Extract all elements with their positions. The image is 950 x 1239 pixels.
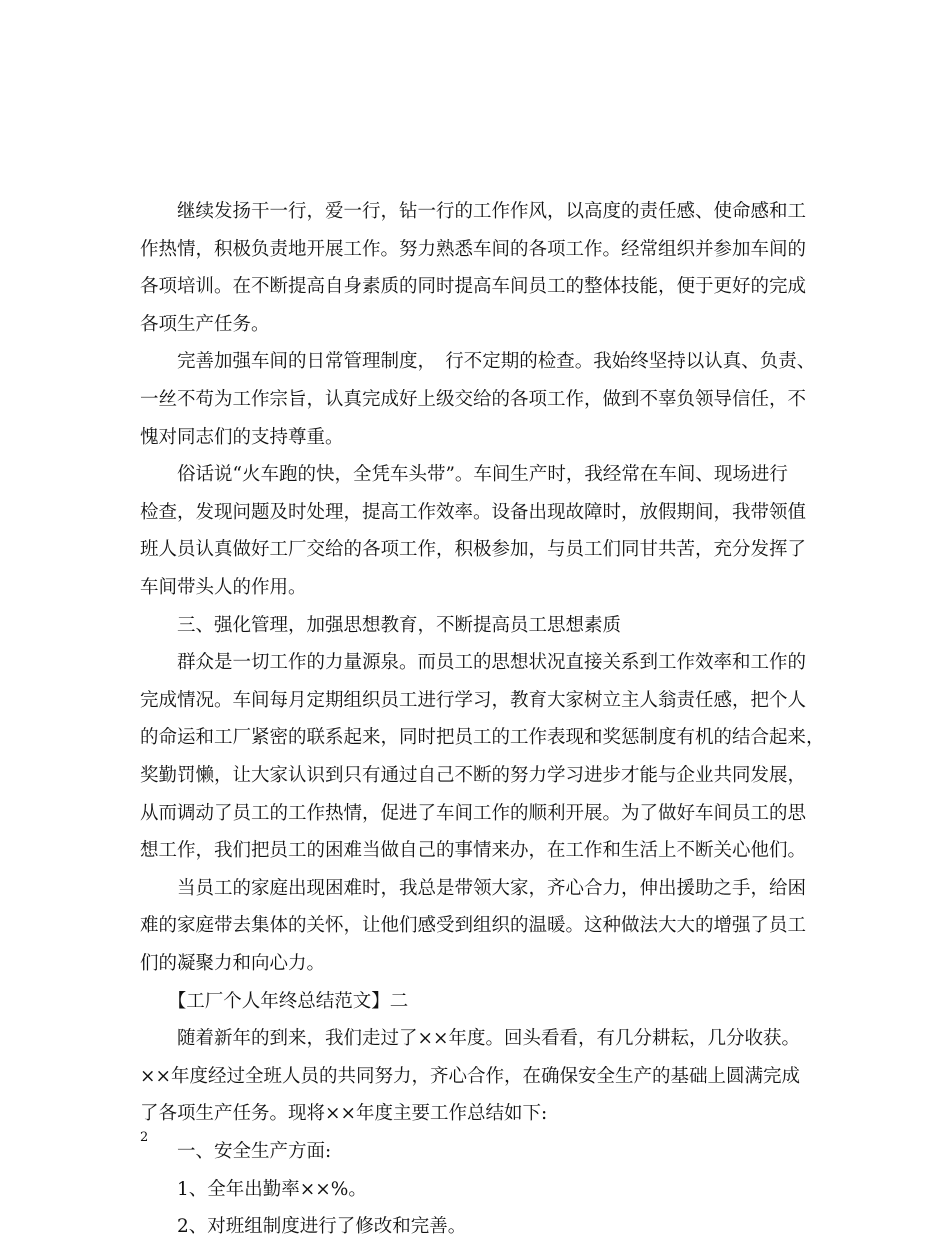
text-line: 三、强化管理，加强思想教育，不断提高员工思想素质 [140, 614, 622, 636]
text-line: 群众是一切工作的力量源泉。而员工的思想状况直接关系到工作效率和工作的 [140, 652, 807, 674]
text-line: 各项培训。在不断提高自身素质的同时提高车间员工的整体技能，便于更好的完成 [140, 276, 807, 298]
text-line: 继续发扬干一行，爱一行，钻一行的工作作风，以高度的责任感、使命感和工 [140, 201, 807, 222]
text-line: 2、对班组制度进行了修改和完善。 [140, 1216, 467, 1238]
text-line: 作热情，积极负责地开展工作。努力熟悉车间的各项工作。经常组织并参加车间的 [140, 238, 807, 260]
text-line: 检查，发现问题及时处理，提高工作效率。设备出现故障时，放假期间，我带领值 [140, 501, 807, 523]
text-line: 难的家庭带去集体的关怀，让他们感受到组织的温暖。这种做法大大的增强了员工 [140, 915, 807, 937]
text-line: 班人员认真做好工厂交给的各项工作，积极参加，与员工们同甘共苦，充分发挥了 [140, 539, 807, 561]
text-line: 从而调动了员工的工作热情，促进了车间工作的顺利开展。为了做好车间员工的思 [140, 802, 807, 824]
text-line: 的命运和工厂紧密的联系起来，同时把员工的工作表现和奖惩制度有机的结合起来， [140, 727, 825, 749]
text-line: 俗话说“火车跑的快，全凭车头带”。车间生产时，我经常在车间、现场进行 [140, 464, 788, 486]
text-line: 完成情况。车间每月定期组织员工进行学习，教育大家树立主人翁责任感，把个人 [140, 689, 807, 711]
text-line: 们的凝聚力和向心力。 [140, 953, 326, 974]
text-line: 1、全年出勤率××%。 [140, 1178, 367, 1200]
text-line: 奖勤罚懒，让大家认识到只有通过自己不断的努力学习进步才能与企业共同发展， [140, 765, 807, 786]
text-line: 当员工的家庭出现困难时，我总是带领大家，齐心合力，伸出援助之手，给困 [140, 877, 807, 899]
text-line: 车间带头人的作用。 [140, 577, 307, 598]
text-line: 随着新年的到来，我们走过了××年度。回头看看，有几分耕耘，几分收获。 [140, 1028, 801, 1050]
text-line: 【工厂个人年终总结范文】二 [140, 990, 409, 1012]
text-line: 一丝不苟为工作宗旨，认真完成好上级交给的各项工作，做到不辜负领导信任，不 [140, 389, 807, 410]
text-line: 各项生产任务。 [140, 313, 270, 335]
text-line: 完善加强车间的日常管理制度， 行不定期的检查。我始终坚持以认真、负责、 [140, 351, 816, 373]
text-line: 愧对同志们的支持尊重。 [140, 426, 344, 448]
text-line: 一、安全生产方面: [140, 1141, 332, 1162]
page-number: 2 [140, 1130, 149, 1145]
text-line: ××年度经过全班人员的共同努力，齐心合作，在确保安全生产的基础上圆满完成 [140, 1065, 801, 1087]
text-line: 了各项生产任务。现将××年度主要工作总结如下: [140, 1103, 548, 1125]
text-line: 想工作，我们把员工的困难当做自己的事情来办，在工作和生活上不断关心他们。 [140, 840, 807, 862]
